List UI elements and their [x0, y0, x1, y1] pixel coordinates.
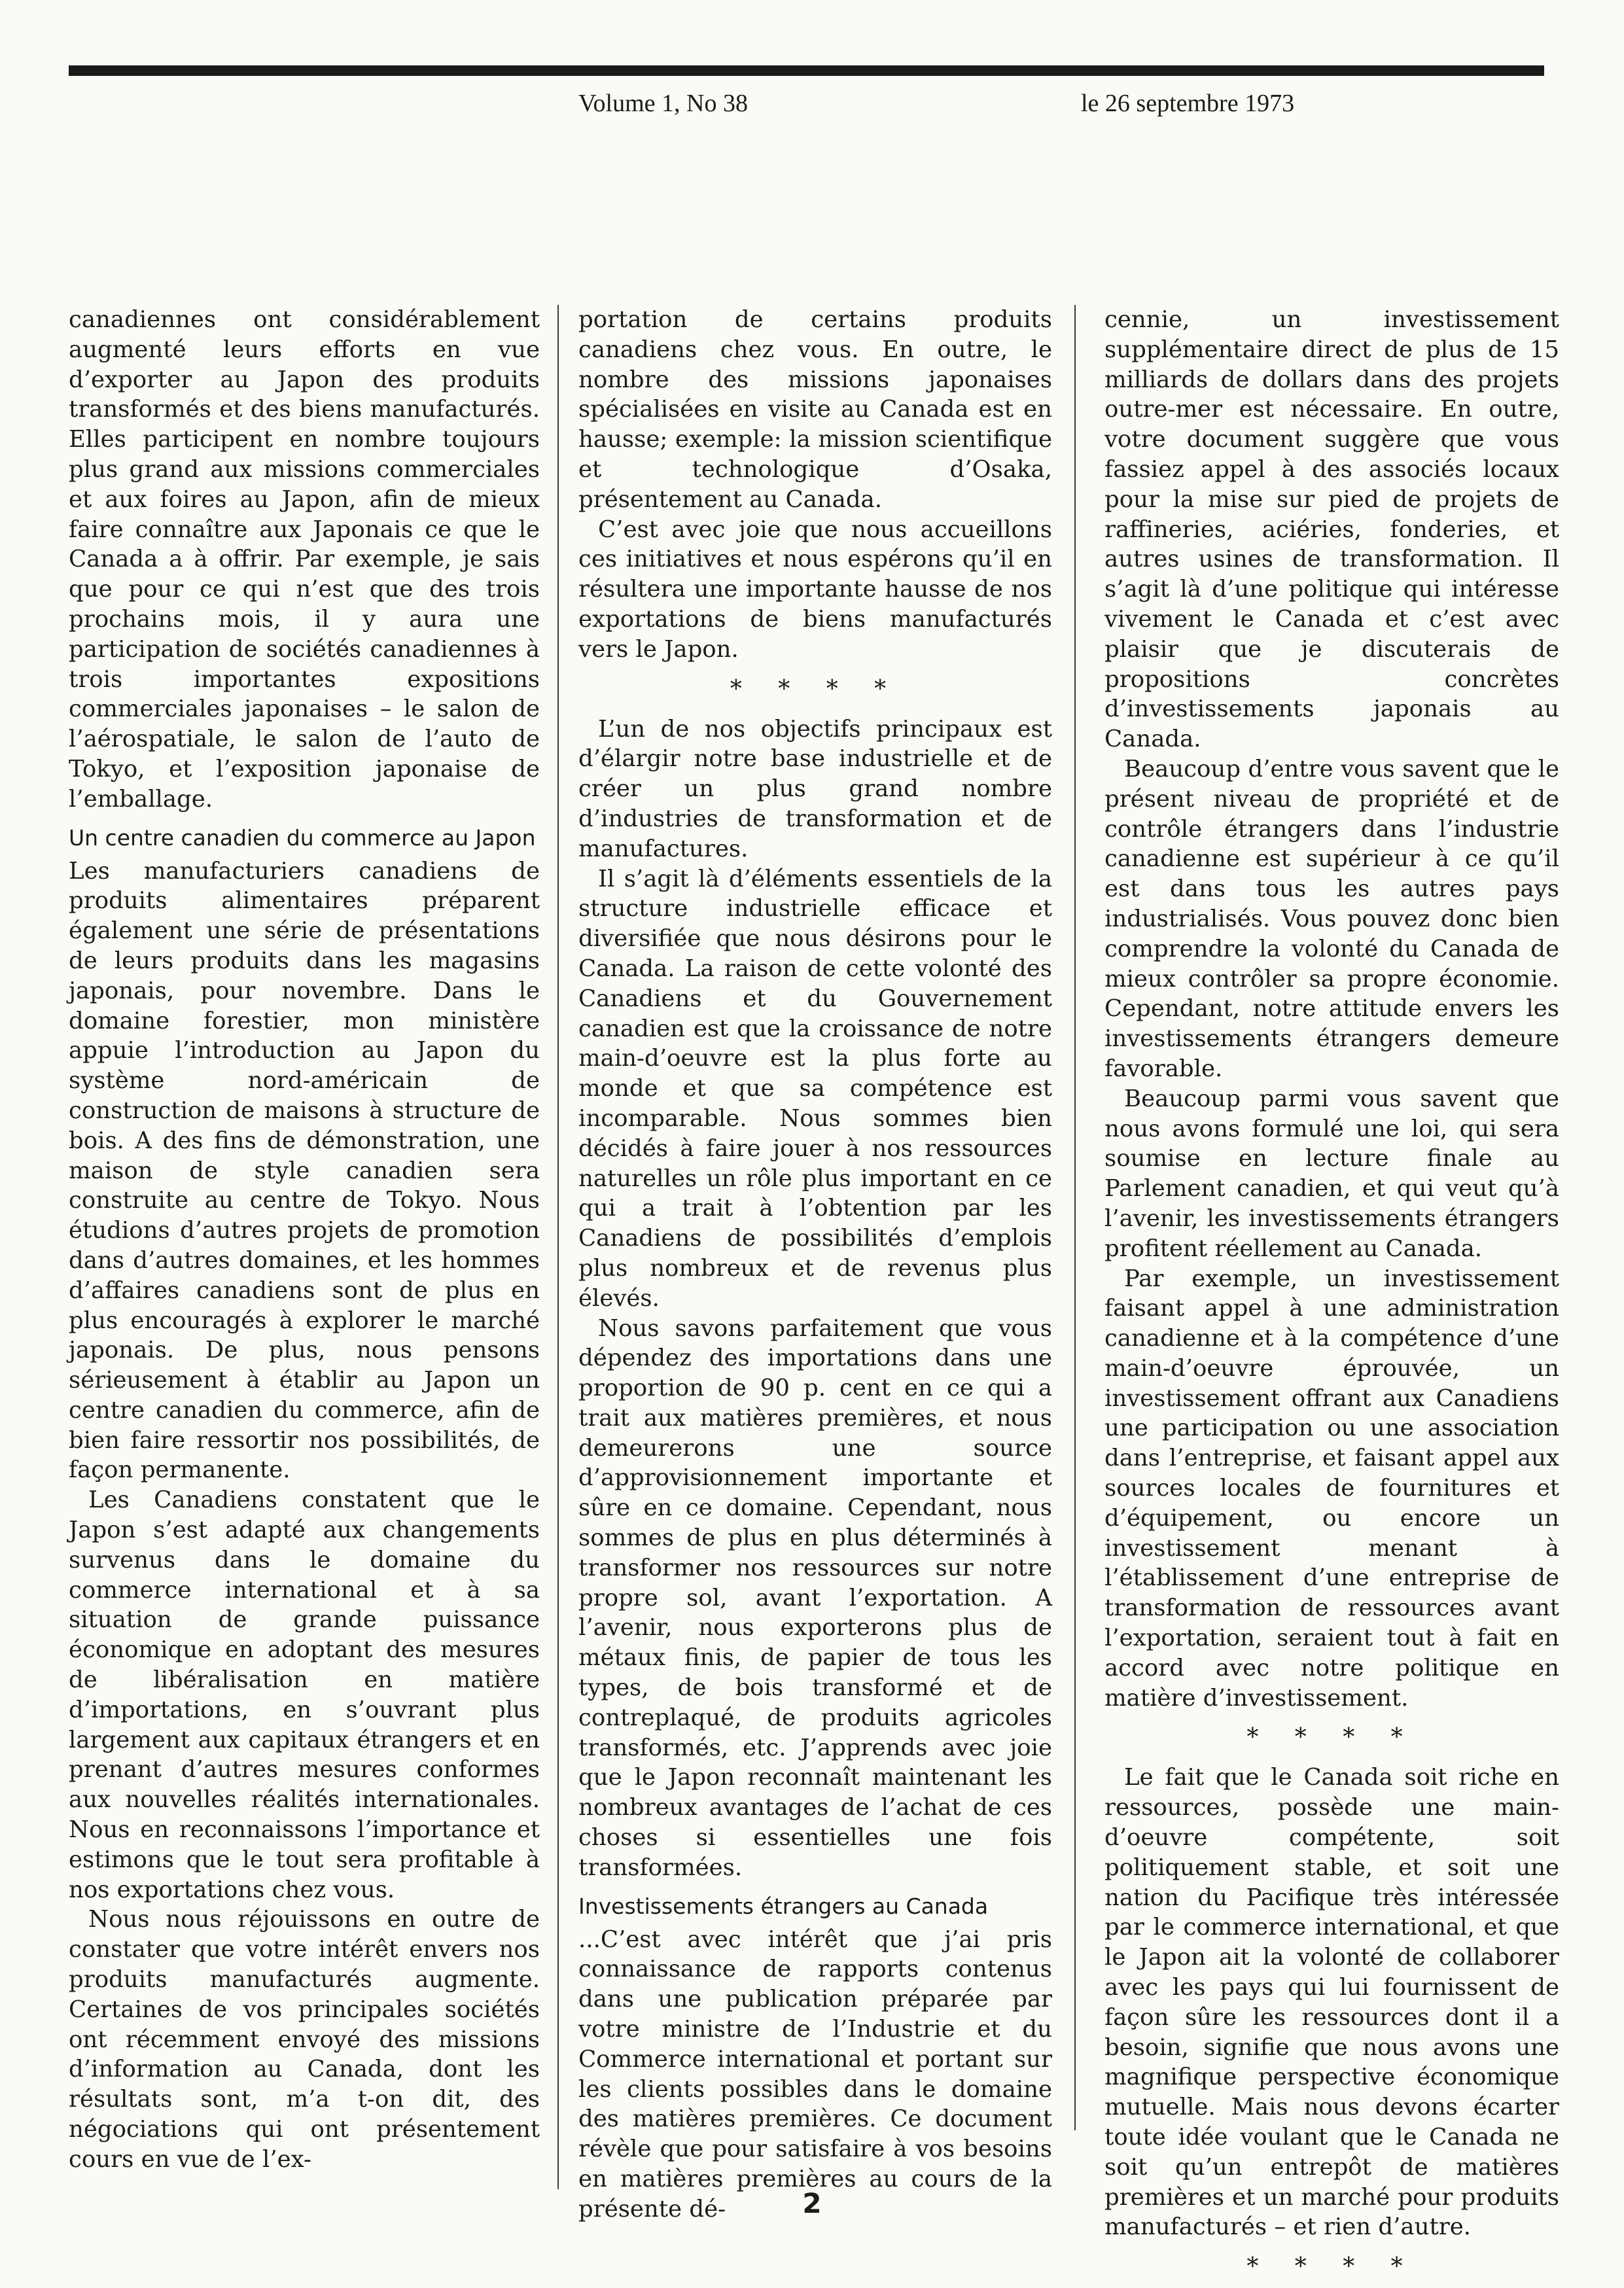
section-separator: * * * * — [730, 675, 901, 703]
issue-date: le 26 septembre 1973 — [1081, 90, 1295, 117]
section-separator: * * * * — [1246, 2253, 1417, 2281]
paragraph: canadiennes ont considérablement augmenté leurs efforts en vue d’exporter au Japon des produits transformés et des biens manufacturés. Elles participent en nombre toujours plus grand aux missions commerciales et aux foires au Japon, afin de mieux faire connaître aux Japonais ce que le Canada a à offrir. Par exemple, je sais que pour ce qui n’est que des trois prochains mois, il y aura une participation de sociétés canadiennes à trois importantes expositions commerciales japonaises – le salon de l’aérospatiale, le salon de l’auto de Tokyo, et l’exposition japonaise de l’emballage. — [69, 306, 540, 813]
paragraph: L’un de nos objectifs principaux est d’élargir notre base industrielle et de créer un plus grand nombre d’industries de transformation et de manufactures. — [578, 715, 1052, 862]
paragraph: Nous nous réjouissons en outre de constater que votre intérêt envers nos produits manufacturés augmente. Certaines de vos principales sociétés ont récemment envoyé des missions d’information au Canada, dont les résultats sont, m’a t-on dit, des négociations qui ont présentement cours en vue de l’ex- — [69, 1906, 540, 2173]
volume-number: Volume 1, No 38 — [578, 90, 748, 117]
paragraph: Nous savons parfaitement que vous dépendez des importations dans une proportion de 90 p. cent en ce qui a trait aux matières premières, et nous demeurerons une source d’approvisionnement importante et sûre en ce domaine. Cependant, nous sommes de plus en plus déterminés à transformer nos ressources sur notre propre sol, avant l’exportation. A l’avenir, nous exporterons plus de métaux finis, de papier de tous les types, de bois transformé et de contreplaqué, de produits agricoles transformés, etc. J’apprends avec joie que le Japon reconnaît maintenant les nombreux avantages de l’achat de ces choses si essentielles une fois transformées. — [578, 1314, 1052, 1881]
section-separator: * * * * — [1246, 1724, 1417, 1751]
paragraph: Les Canadiens constatent que le Japon s’est adapté aux changements survenus dans le domaine du commerce international et à sa situation de grande puissance économique en adoptant des mesures de libéralisation en matière d’importations, en s’ouvrant plus largement aux capitaux étrangers et en prenant d’autres mesures conformes aux nouvelles réalités internationales. Nous en reconnaissons l’importance et estimons que le tout sera profitable à nos exportations chez vous. — [69, 1487, 540, 1903]
paragraph: Beaucoup d’entre vous savent que le présent niveau de propriété et de contrôle étrangers dans l’industrie canadienne est supérieur à ce qu’il est dans tous les autres pays industrialisés. Vous pouvez donc bien comprendre la volonté du Canada de mieux contrôler sa propre économie. Cependant, notre attitude envers les investissements étrangers demeure favorable. — [1104, 755, 1559, 1082]
section-heading: Investissements étrangers au Canada — [578, 1893, 989, 1919]
header-rule — [69, 65, 1544, 76]
paragraph: Le fait que le Canada soit riche en ressources, possède une main-d’oeuvre compétente, soit politiquement stable, et soit une nation du Pacifique très intéressée par le commerce international, et que le Japon ait la volonté de collaborer avec les pays qui lui fournissent de façon sûre les ressources dont il a besoin, signifie que nous avons une magnifique perspective économique mutuelle. Mais nous devons écarter toute idée voulant que le Canada ne soit qu’un entrepôt de matières premières et un marché pour produits manufacturés – et rien d’autre. — [1104, 1764, 1559, 2241]
page-number: 2 — [802, 2187, 822, 2219]
paragraph: Les manufacturiers canadiens de produits alimentaires préparent également une série de présentations de leurs produits dans les magasins japonais, pour novembre. Dans le domaine forestier, mon ministère appuie l’introduction au Japon du système nord-américain de construction de maisons à structure de bois. A des fins de démonstration, une maison de style canadien sera construite au centre de Tokyo. Nous étudions d’autres projets de promotion dans d’autres domaines, et les hommes d’affaires canadiens sont de plus en plus encouragés à explorer le marché japonais. De plus, nous pensons sérieusement à établir au Japon un centre canadien du commerce, afin de bien faire ressortir nos possibilités, de façon permanente. — [69, 857, 540, 1484]
column-2 — [578, 305, 1052, 2223]
paragraph: Par exemple, un investissement faisant appel à une administration canadienne et à la compétence d’une main-d’oeuvre éprouvée, un investissement offrant aux Canadiens une participation ou une association dans l’entreprise, et faisant appel aux sources locales de fournitures et d’équipement, ou encore un investissement menant à l’établissement d’une entreprise de transformation de ressources avant l’exportation, seraient tout à fait en accord avec notre politique en matière d’investissement. — [1104, 1265, 1559, 1712]
paragraph: C’est avec joie que nous accueillons ces initiatives et nous espérons qu’il en résultera une importante hausse de nos exportations de biens manufacturés vers le Japon. — [578, 516, 1052, 663]
paragraph: Beaucoup parmi vous savent que nous avons formulé une loi, qui sera soumise en lecture finale au Parlement canadien, et qui veut qu’à l’avenir, les investissements étrangers profitent réellement au Canada. — [1104, 1085, 1559, 1262]
paragraph: cennie, un investissement supplémentaire direct de plus de 15 milliards de dollars dans des projets outre-mer est nécessaire. En outre, votre document suggère que vous fassiez appel à des associés locaux pour la mise sur pied de projets de raffineries, aciéries, fonderies, et autres usines de transformation. Il s’agit là d’une politique qui intéresse vivement le Canada et c’est avec plaisir que je discuterais de propositions concrètes d’investissements japonais au Canada. — [1104, 306, 1559, 753]
paragraph: Il s’agit là d’éléments essentiels de la structure industrielle efficace et diversifiée que nous désirons pour le Canada. La raison de cette volonté des Canadiens et du Gouvernement canadien est que la croissance de notre main-d’oeuvre est la plus forte au monde et que sa compétence est incomparable. Nous sommes bien décidés à faire jouer à nos ressources naturelles un rôle plus important en ce qui a trait à l’obtention par les Canadiens de possibilités d’emplois plus nombreux et de revenus plus élevés. — [578, 865, 1052, 1312]
article-body — [0, 305, 1624, 2281]
paragraph: ...C’est avec intérêt que j’ai pris connaissance de rapports contenus dans une publication préparée par votre ministre de l’Industrie et du Commerce international et portant sur les clients possibles dans le domaine des matières premières. Ce document révèle que pour satisfaire à vos besoins en matières premières au cours de la présente dé- — [578, 1926, 1052, 2223]
column-3 — [1104, 305, 1559, 2281]
column-1 — [69, 305, 540, 2202]
section-heading: Un centre canadien du commerce au Japon — [69, 824, 536, 851]
paragraph: portation de certains produits canadiens chez vous. En outre, le nombre des missions japonaises spécialisées en visite au Canada est en hausse; exemple: la mission scientifique et technologique d’Osaka, présentement au Canada. — [578, 306, 1052, 513]
